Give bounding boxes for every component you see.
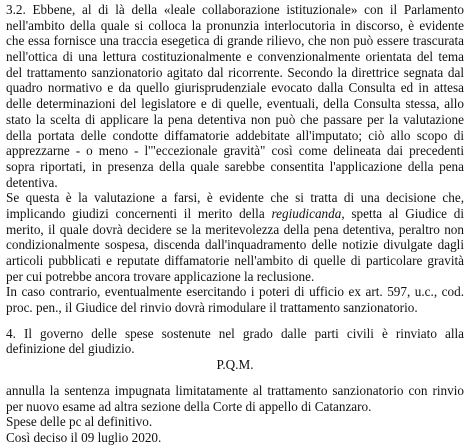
text-line: per nuovo esame ad altra sezione della Corte di appello di Catanzaro. — [6, 398, 372, 414]
paragraph-caso-contrario — [6, 284, 464, 315]
paragraph-spacer — [6, 373, 464, 383]
text-line: detentiva. — [6, 174, 58, 190]
paragraph-3-2 — [6, 2, 464, 190]
text-line: articoli pubblicati e reputate diffamatorie nell'ambito di quelle di particolare gravità — [6, 253, 464, 268]
document-page — [6, 2, 464, 446]
text-line: apprezzarne - o meno - l'"eccezionale gravità" così come delineata dai precedenti — [6, 143, 464, 159]
text-line: merito, il quale dovrà decidere se la meritevolezza della pena detentiva, peraltro non — [6, 221, 464, 237]
text-line: che essa fornisce una traccia esegetica di grande rilievo, che non può essere trascurata — [6, 33, 464, 49]
paragraph-spacer — [6, 316, 464, 326]
text-line: annulla la sentenza impugnata limitatamente al trattamento sanzionatorio con rinvio — [6, 382, 464, 398]
text-line: del trattamento sanzionatorio agitato dal ricorrente. Secondo la direttrice segnata dal — [6, 64, 464, 80]
text-segment: , spetta al Giudice di — [341, 205, 464, 221]
text-line: sopra riportati, in presenza della quale sarebbe consentita l'applicazione della pena — [6, 158, 464, 174]
text-line: definizione del giudizio. — [6, 341, 135, 357]
text-line: In caso contrario, eventualmente esercitando i poteri di ufficio ex art. 597, u.c., cod. — [6, 284, 464, 300]
text-line: nell'ambito della quale si colloca la pronunzia interlocutoria in discorso, è evidente — [6, 17, 464, 33]
text-line: delle determinazioni del legislatore e di quelle, eventuali, della Consulta stessa, allo — [6, 96, 464, 112]
pqm-heading: P.Q.M. — [216, 357, 254, 373]
paragraph-4 — [6, 326, 464, 357]
text-line: nell'ottica di una lettura costituzionalmente e convenzionalmente orientata del tema — [6, 49, 464, 65]
text-segment: implicando giudizi concernenti il merito della — [6, 205, 272, 221]
text-line: stato la scelta di applicare la pena detentiva non può che passare per la valutazione — [6, 111, 464, 127]
text-line-with-italic — [6, 206, 464, 222]
text-line: condizionalmente sospesa, discenda dall'inquadramento delle notizie divulgate dagli — [6, 237, 464, 253]
text-line: proc. pen., il Giudice del rinvio dovrà rimodulare il trattamento sanzionatorio. — [6, 300, 418, 316]
text-line: Così deciso il 09 luglio 2020. — [6, 429, 162, 445]
paragraph-merito — [6, 190, 464, 284]
text-line: quadro normativo e da quello giurisprudenziale evocato dalla Consulta ed in attesa — [6, 80, 464, 96]
text-line: Se questa è la valutazione a farsi, è evidente che si tratta di una decisione che, — [6, 190, 464, 206]
text-line: Spese delle pc al definitivo. — [6, 414, 153, 430]
ruling-section — [6, 383, 464, 446]
text-line: per cui potrebbe ancora trovare applicazione la reclusione. — [6, 268, 315, 284]
text-line: 4. Il governo delle spese sostenute nel grado dalle parti civili è rinviato alla — [6, 325, 464, 341]
text-line: della portata delle condotte diffamatorie addebitate all'imputato; ciò allo scopo di — [6, 127, 464, 143]
italic-term: regiudicanda — [271, 205, 342, 221]
text-line: 3.2. Ebbene, al di là della «leale collaborazione istituzionale» con il Parlamento — [6, 2, 464, 17]
